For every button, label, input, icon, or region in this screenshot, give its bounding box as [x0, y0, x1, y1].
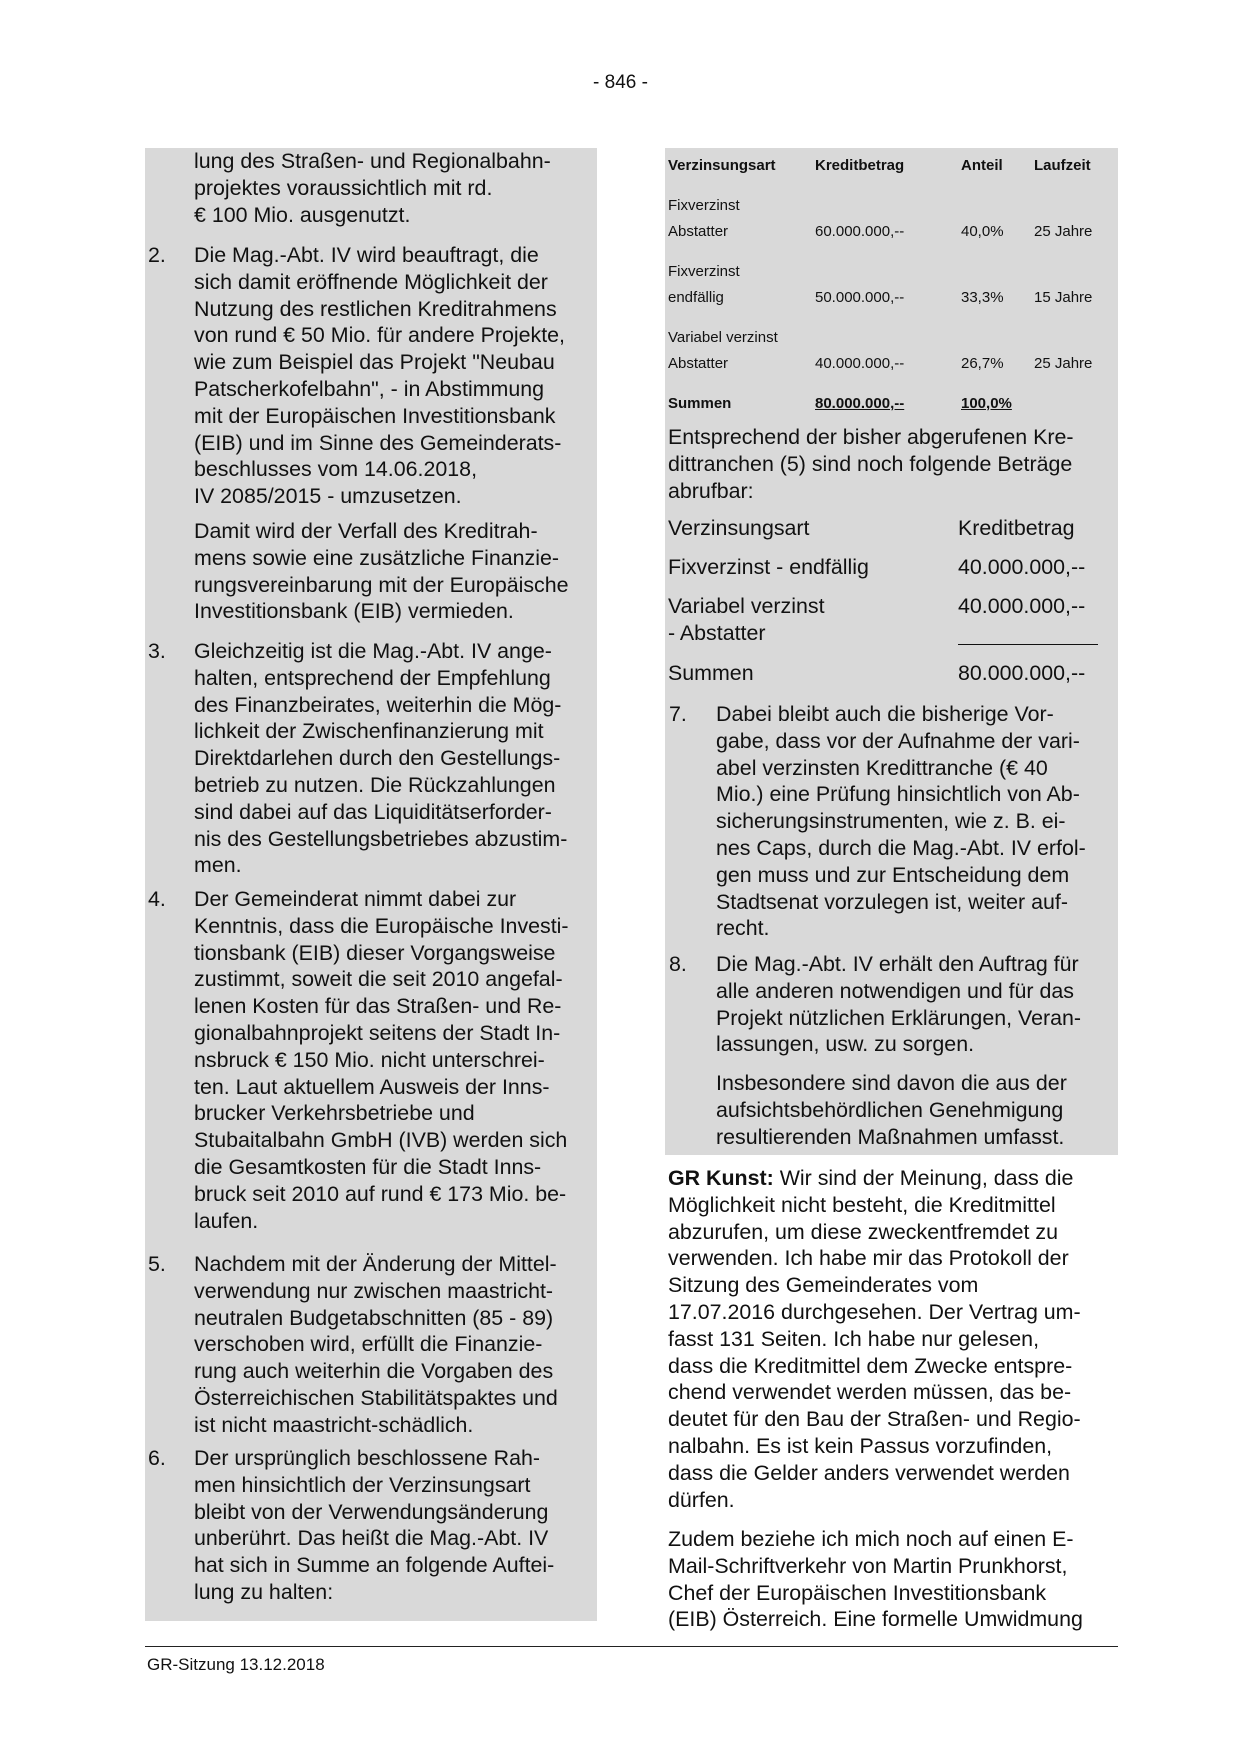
- table-sum-amount: 80.000.000,--: [815, 395, 905, 412]
- table-header-laufzeit: Laufzeit: [1034, 157, 1091, 174]
- table-cell-type: Fixverzinst: [668, 263, 740, 280]
- item-number: 7.: [669, 702, 687, 726]
- table-header-verzinsungsart: Verzinsungsart: [668, 516, 810, 540]
- continuation-text: lung des Straßen- und Regionalbahn- projektes voraussichtlich mit rd. € 100 Mio. ausgenutzt.: [194, 149, 551, 227]
- table-cell-type: Abstatter: [668, 223, 729, 240]
- table-cell-share: 26,7%: [961, 355, 1004, 372]
- item-text: Die Mag.-Abt. IV wird beauftragt, die sich damit eröffnende Möglichkeit der Nutzung des restlichen Kreditrahmens von rund € 50 Mio. für andere Projekte, wie zum Beispiel das Projekt "Neubau Patscherkofelbahn", - in Abstimmung mit der Europäischen Investitionsbank (EIB) und im Sinne des Gemeinderats- beschlusses vom 14.06.2018, IV 2085/2015 - umzusetzen.: [194, 243, 565, 509]
- item-2-subparagraph: Damit wird der Verfall des Kreditrah- mens sowie eine zusätzliche Finanzie- rungsvereinbarung mit der Europäische Investitionsbank (EIB) vermieden.: [194, 519, 569, 624]
- table-cell-type: Abstatter: [668, 355, 729, 372]
- table-cell-share: 33,3%: [961, 289, 1004, 306]
- page-number: - 846 -: [593, 72, 648, 93]
- available-tranches-intro: Entsprechend der bisher abgerufenen Kre- dittranchen (5) sind noch folgende Beträge abrufbar:: [668, 425, 1074, 503]
- table-cell-term: 25 Jahre: [1034, 223, 1093, 240]
- item-text: Nachdem mit der Änderung der Mittel- verwendung nur zwischen maastricht- neutralen Budgetabschnitten (85 - 89) verschoben wird, erfüllt die Finanzie- rung auch weiterhin die Vorgaben des Österreichischen Stabilitätspaktes und ist nicht maastricht-schädlich.: [194, 1252, 558, 1437]
- table-header-kreditbetrag: Kreditbetrag: [815, 157, 905, 174]
- table-cell-share: 40,0%: [961, 223, 1004, 240]
- left-column: [145, 148, 597, 1621]
- table-cell-type: Variabel verzinst - Abstatter: [668, 594, 825, 645]
- table-sum-share: 100,0%: [961, 395, 1012, 412]
- table-cell-amount: 40.000.000,--: [958, 594, 1086, 618]
- sum-rule: [958, 644, 1098, 645]
- item-text: Der Gemeinderat nimmt dabei zur Kenntnis, dass die Europäische Investi- tionsbank (EIB) dieser Vorgangsweise zustimmt, soweit die seit 2010 angefal- lenen Kosten für das Straßen- und Re- gionalbahnprojekt seitens der Stadt In- nsbruck € 150 Mio. nicht unterschrei- ten. Laut aktuellem Ausweis der Inns- brucker Verkehrsbetriebe und Stubaitalbahn GmbH (IVB) werden sich die Gesamtkosten für die Stadt Inns- bruck seit 2010 auf rund € 173 Mio. be- laufen.: [194, 887, 569, 1233]
- table-cell-amount: 40.000.000,--: [958, 555, 1086, 579]
- item-number: 3.: [148, 639, 166, 663]
- item-number: 8.: [669, 952, 687, 976]
- table-cell-type: Variabel verzinst: [668, 329, 778, 346]
- item-number: 2.: [148, 243, 166, 267]
- table-sum-label: Summen: [668, 661, 754, 685]
- table-cell-type: Fixverzinst: [668, 197, 740, 214]
- table-cell-type: Fixverzinst - endfällig: [668, 555, 869, 579]
- footer-divider: [145, 1646, 1118, 1647]
- item-text: Dabei bleibt auch die bisherige Vor- gabe, dass vor der Aufnahme der vari- abel verzinsten Kredittranche (€ 40 Mio.) eine Prüfung hinsichtlich von Ab- sicherungsinstrumenten, wie z. B. ei- nes Caps, durch die Mag.-Abt. IV erfol- gen muss und zur Entscheidung dem Stadtsenat vorzulegen ist, weiter auf- recht.: [716, 702, 1086, 941]
- item-number: 4.: [148, 887, 166, 911]
- footer: GR-Sitzung 13.12.2018: [147, 1655, 325, 1674]
- item-8-subparagraph: Insbesondere sind davon die aus der aufsichtsbehördlichen Genehmigung resultierenden Maßnahmen umfasst.: [716, 1071, 1067, 1149]
- item-text: Die Mag.-Abt. IV erhält den Auftrag für alle anderen notwendigen und für das Projekt nützlichen Erklärungen, Veran- lassungen, usw. zu sorgen.: [716, 952, 1082, 1057]
- table-cell-type: endfällig: [668, 289, 724, 306]
- item-number: 6.: [148, 1446, 166, 1470]
- speech-paragraph-1: [668, 1165, 1118, 1513]
- table-header-kreditbetrag: Kreditbetrag: [958, 516, 1075, 540]
- speaker-name: GR Kunst:: [668, 1166, 774, 1190]
- table-header-anteil: Anteil: [961, 157, 1003, 174]
- item-text: Gleichzeitig ist die Mag.-Abt. IV ange- halten, entsprechend der Empfehlung des Finanzbeirates, weiterhin die Mög- lichkeit der Zwischenfinanzierung mit Direktdarlehen durch den Gestellungs- betrieb zu nutzen. Die Rückzahlungen sind dabei auf das Liquiditätserforder- nis des Gestellungsbetriebes abzustim- men.: [194, 639, 568, 878]
- table-cell-term: 15 Jahre: [1034, 289, 1093, 306]
- right-column: [665, 148, 1118, 1155]
- table-sum-label: Summen: [668, 395, 732, 412]
- table-cell-term: 25 Jahre: [1034, 355, 1093, 372]
- table-cell-amount: 60.000.000,--: [815, 223, 905, 240]
- table-sum-amount: 80.000.000,--: [958, 661, 1086, 685]
- speech-paragraph-2: Zudem beziehe ich mich noch auf einen E- Mail-Schriftverkehr von Martin Prunkhorst, Chef der Europäischen Investitionsbank (EIB) Österreich. Eine formelle Umwidmung: [668, 1527, 1083, 1632]
- item-text: Der ursprünglich beschlossene Rah- men hinsichtlich der Verzinsungsart bleibt von der Verwendungsänderung unberührt. Das heißt die Mag.-Abt. IV hat sich in Summe an folgende Auftei- lung zu halten:: [194, 1446, 555, 1604]
- table-cell-amount: 40.000.000,--: [815, 355, 905, 372]
- speech-text: Wir sind der Meinung, dass die Möglichkeit nicht besteht, die Kreditmittel abzurufen, um diese zweckentfremdet zu verwenden. Ich habe mir das Protokoll der Sitzung des Gemeinderates vom 17.07.2016 durchgesehen. Der Vertrag um- fasst 131 Seiten. Ich habe nur gelesen, dass die Kreditmittel dem Zwecke entspre- chend verwendet werden müssen, das be- deutet für den Bau der Straßen- und Regio- nalbahn. Es ist kein Passus vorzufinden, dass die Gelder anders verwendet werden dürfen.: [668, 1166, 1081, 1512]
- table-header-verzinsungsart: Verzinsungsart: [668, 157, 776, 174]
- item-number: 5.: [148, 1252, 166, 1276]
- table-cell-amount: 50.000.000,--: [815, 289, 905, 306]
